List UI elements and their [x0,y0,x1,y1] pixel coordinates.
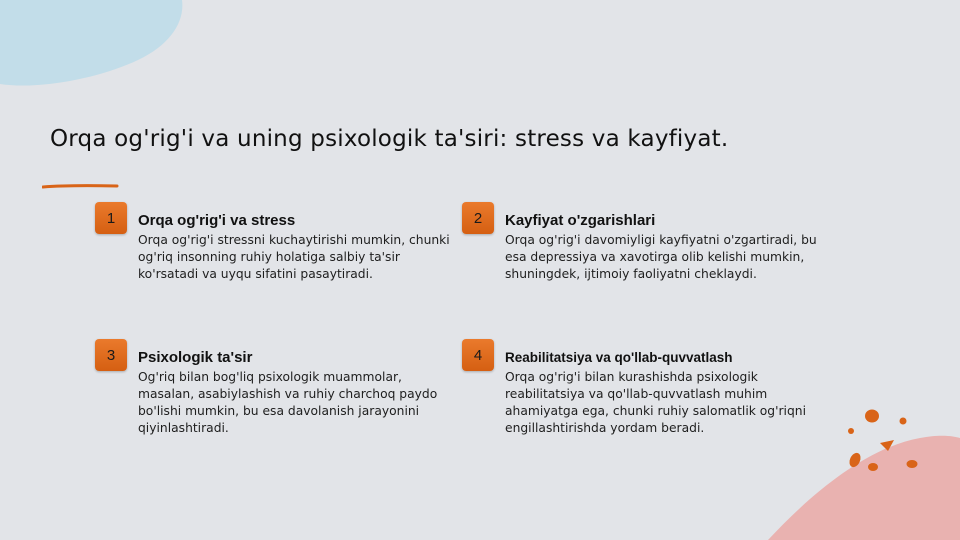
item-text: Orqa og'rig'i bilan kurashishda psixologik reabilitatsiya va qo'llab-quvvatlash muhim ahamiyatga ega, chunki ruhiy salomatlik og'riqni engillashtirishda yordam beradi. [505,370,806,435]
item-text: Og'riq bilan bog'liq psixologik muammolar, masalan, asabiylashish va ruhiy charchoq paydo bo'lishi mumkin, bu esa davolanish jarayonini qiyinlashtiradi. [138,370,438,435]
orange-dot-decoration [907,460,918,468]
slide-title: Orqa og'rig'i va uning psixologik ta'siri: stress va kayfiyat. [50,126,729,152]
item-heading: Orqa og'rig'i va stress [138,212,296,229]
item-heading: Reabilitatsiya va qo'llab-quvvatlash [505,350,733,365]
number-badge: 4 [462,339,494,371]
orange-dot-decoration [848,428,854,434]
title-underline [42,183,122,191]
orange-dot-decoration [865,410,879,423]
item-text: Orqa og'rig'i stressni kuchaytirishi mumkin, chunki og'riq insonning ruhiy holatiga salbiy ta'sir ko'rsatadi va uyqu sifatini pasaytiradi. [138,233,450,281]
number-badge: 3 [95,339,127,371]
number-badge: 1 [95,202,127,234]
orange-dot-decoration [868,463,878,471]
item-heading: Kayfiyat o'zgarishlari [505,212,656,229]
blue-blob-decoration [0,0,190,90]
item-text: Orqa og'rig'i davomiyligi kayfiyatni o'zgartiradi, bu esa depressiya va xavotirga olib kelishi mumkin, shuningdek, ijtimoiy faoliyatni cheklaydi. [505,233,817,281]
orange-dot-decoration [900,418,907,425]
item-heading: Psixologik ta'sir [138,349,253,366]
number-badge: 2 [462,202,494,234]
